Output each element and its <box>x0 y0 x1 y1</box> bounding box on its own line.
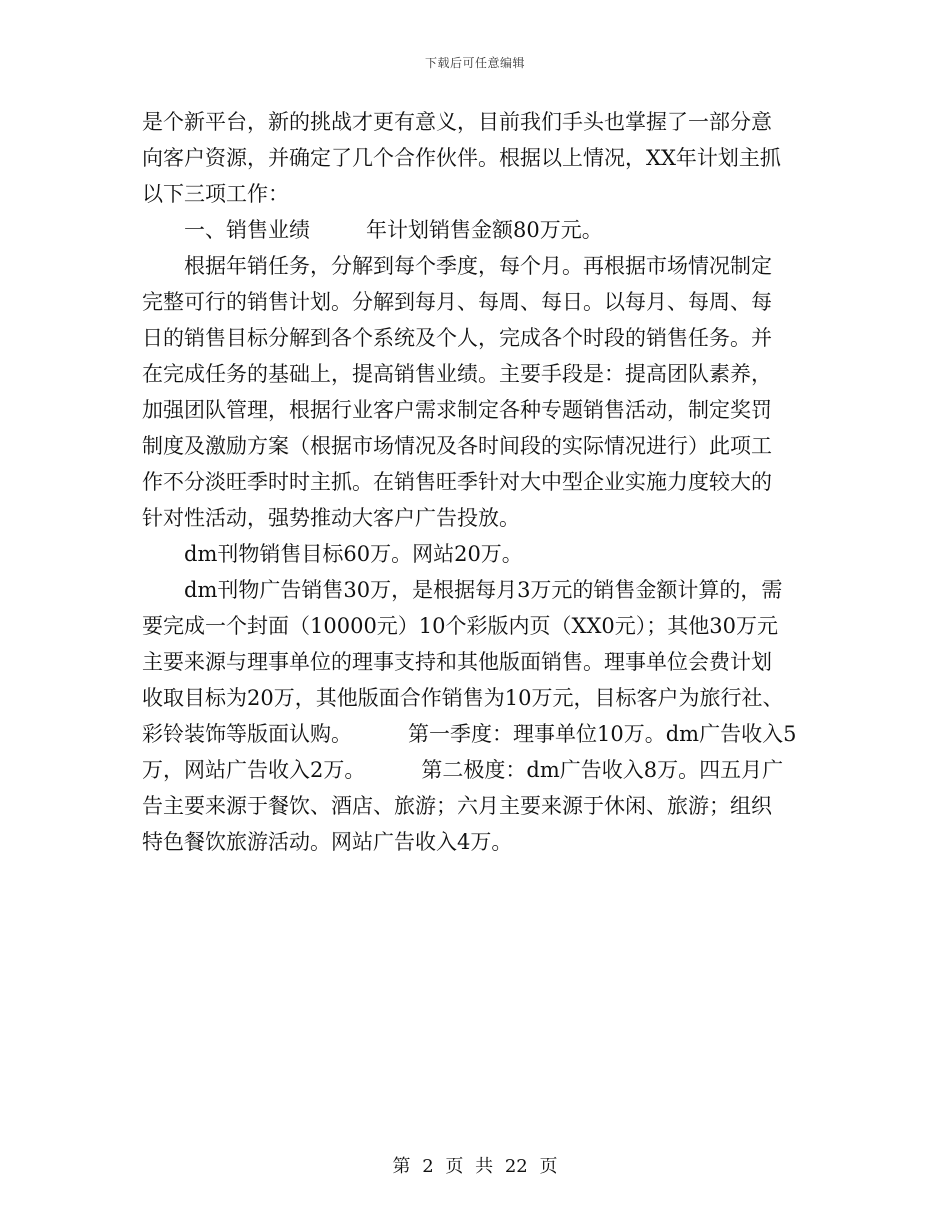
body-line: 要完成一个封面（10000元）10个彩版内页（XX0元）；其他30万元 <box>142 614 779 638</box>
body-line: 收取目标为20万，其他版面合作销售为10万元，目标客户为旅行社、 <box>142 686 784 710</box>
section-title: 一、销售业绩 <box>184 218 310 242</box>
page-header: 下载后可任意编辑 <box>424 56 525 70</box>
body-line: 针对性活动，强势推动大客户广告投放。 <box>142 506 520 530</box>
body-line: 主要来源与理事单位的理事支持和其他版面销售。理事单位会费计划 <box>142 650 772 674</box>
body-segment: 万，网站广告收入2万。 <box>142 758 366 782</box>
body-line: 特色餐饮旅游活动。网站广告收入4万。 <box>142 830 513 854</box>
page-number: 第 2 页 共 22 页 <box>392 1156 558 1177</box>
body-line: dm刊物广告销售30万，是根据每月3万元的销售金额计算的，需 <box>184 578 783 602</box>
body-line: 作不分淡旺季时时主抓。在销售旺季针对大中型企业实施力度较大的 <box>142 470 772 494</box>
body-line: 制度及激励方案（根据市场情况及各时间段的实际情况进行）此项工 <box>142 434 772 458</box>
body-line: dm刊物销售目标60万。网站20万。 <box>184 542 523 566</box>
section-heading-sales <box>142 212 814 248</box>
body-line <box>142 716 814 752</box>
document-body <box>142 104 814 860</box>
body-segment: 彩铃装饰等版面认购。 <box>142 722 352 746</box>
body-segment: 第二极度：dm广告收入8万。四五月广 <box>421 758 784 782</box>
body-line: 日的销售目标分解到各个系统及个人，完成各个时段的销售任务。并 <box>142 326 772 350</box>
body-line: 加强团队管理，根据行业客户需求制定各种专题销售活动，制定奖罚 <box>142 398 772 422</box>
body-line: 完整可行的销售计划。分解到每月、每周、每日。以每月、每周、每 <box>142 290 772 314</box>
body-line: 根据年销任务，分解到每个季度，每个月。再根据市场情况制定 <box>184 254 772 278</box>
body-line: 是个新平台，新的挑战才更有意义，目前我们手头也掌握了一部分意 <box>142 110 772 134</box>
body-line: 告主要来源于餐饮、酒店、旅游；六月主要来源于休闲、旅游；组织 <box>142 794 772 818</box>
body-segment: 第一季度：理事单位10万。dm广告收入5 <box>408 722 797 746</box>
body-line <box>142 752 814 788</box>
body-line: 向客户资源，并确定了几个合作伙伴。根据以上情况，XX年计划主抓 <box>142 146 781 170</box>
body-line: 在完成任务的基础上，提高销售业绩。主要手段是：提高团队素养， <box>142 362 772 386</box>
section-target: 年计划销售金额80万元。 <box>366 218 603 242</box>
body-line: 以下三项工作： <box>142 182 289 206</box>
